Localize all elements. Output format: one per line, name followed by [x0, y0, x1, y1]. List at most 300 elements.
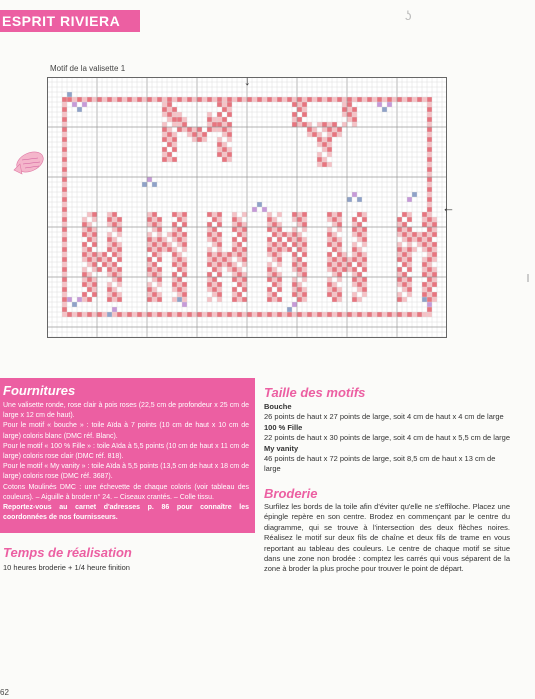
stitch-cell [217, 312, 222, 317]
stitch-cell [302, 252, 307, 257]
stitch-cell [237, 242, 242, 247]
stitch-cell [62, 237, 67, 242]
stitch-cell [232, 252, 237, 257]
stitch-cell [112, 292, 117, 297]
stitch-cell [227, 127, 232, 132]
stitch-cell [347, 262, 352, 267]
stitch-cell [227, 257, 232, 262]
stitch-cell [342, 102, 347, 107]
stitch-cell [417, 232, 422, 237]
stitch-cell [267, 277, 272, 282]
stitch-cell [62, 277, 67, 282]
stitch-cell [207, 277, 212, 282]
stitch-cell [392, 97, 397, 102]
stitch-cell [87, 237, 92, 242]
stitch-cell [427, 222, 432, 227]
stitch-cell [402, 272, 407, 277]
stitch-cell [237, 297, 242, 302]
stitch-cell [292, 252, 297, 257]
stitch-cell [217, 217, 222, 222]
stitch-cell [62, 137, 67, 142]
stitch-cell [347, 102, 352, 107]
stitch-cell [297, 272, 302, 277]
stitch-cell [92, 267, 97, 272]
stitch-cell [297, 292, 302, 297]
stitch-cell [152, 242, 157, 247]
stitch-cell [337, 262, 342, 267]
stitch-cell [337, 217, 342, 222]
stitch-cell [212, 117, 217, 122]
stitch-cell [212, 227, 217, 232]
stitch-cell [182, 237, 187, 242]
stitch-cell [197, 132, 202, 137]
stitch-cell [272, 222, 277, 227]
stitch-cell [332, 127, 337, 132]
fournitures-line: Une valisette ronde, rose clair à pois roses (22,5 cm de profondeur x 25 cm de large x 12 cm de haut). [3, 402, 249, 420]
stitch-cell [212, 122, 217, 127]
stitch-cell [117, 257, 122, 262]
stitch-cell [402, 212, 407, 217]
stitch-cell [107, 257, 112, 262]
stitch-cell [217, 252, 222, 257]
stitch-cell [167, 312, 172, 317]
stitch-cell [167, 132, 172, 137]
stitch-cell [422, 257, 427, 262]
stitch-cell [177, 287, 182, 292]
stitch-cell [222, 257, 227, 262]
stitch-cell [362, 242, 367, 247]
stitch-cell [172, 257, 177, 262]
stitch-cell [332, 237, 337, 242]
stitch-cell [242, 282, 247, 287]
stitch-cell [427, 137, 432, 142]
stitch-cell [297, 242, 302, 247]
stitch-cell [247, 312, 252, 317]
stitch-cell [112, 242, 117, 247]
stitch-cell [267, 242, 272, 247]
stitch-cell [152, 237, 157, 242]
stitch-cell [402, 237, 407, 242]
fournitures-text [3, 401, 249, 523]
stitch-cell [212, 127, 217, 132]
stitch-cell [292, 217, 297, 222]
stitch-cell [352, 227, 357, 232]
stitch-cell [322, 157, 327, 162]
stitch-cell [107, 232, 112, 237]
stitch-cell [302, 242, 307, 247]
stitch-cell [212, 292, 217, 297]
stitch-cell [147, 237, 152, 242]
stitch-cell [82, 267, 87, 272]
stitch-cell [377, 102, 382, 107]
stitch-cell [337, 277, 342, 282]
stitch-cell [212, 262, 217, 267]
stitch-cell [427, 257, 432, 262]
stitch-cell [82, 257, 87, 262]
stitch-cell [292, 257, 297, 262]
stitch-cell [82, 242, 87, 247]
stitch-cell [152, 247, 157, 252]
stitch-cell [347, 117, 352, 122]
taille-list [264, 402, 514, 475]
stitch-cell [227, 97, 232, 102]
stitch-cell [182, 267, 187, 272]
stitch-cell [422, 222, 427, 227]
stitch-cell [217, 127, 222, 132]
stitch-cell [92, 212, 97, 217]
stitch-cell [92, 292, 97, 297]
stitch-cell [427, 227, 432, 232]
stitch-cell [292, 227, 297, 232]
stitch-cell [417, 242, 422, 247]
stitch-cell [277, 212, 282, 217]
stitch-cell [87, 297, 92, 302]
stitch-cell [407, 242, 412, 247]
stitch-cell [237, 272, 242, 277]
stitch-cell [222, 252, 227, 257]
stitch-cell [157, 277, 162, 282]
stitch-cell [62, 127, 67, 132]
stitch-cell [87, 312, 92, 317]
stitch-cell [362, 262, 367, 267]
stitch-cell [397, 232, 402, 237]
stitch-cell [177, 217, 182, 222]
stitch-cell [362, 212, 367, 217]
stitch-cell [142, 182, 147, 187]
stitch-cell [267, 267, 272, 272]
stitch-cell [277, 262, 282, 267]
chart-caption: Motif de la valisette 1 [50, 64, 126, 73]
stitch-cell [182, 122, 187, 127]
stitch-cell [322, 312, 327, 317]
stitch-cell [312, 127, 317, 132]
stitch-cell [407, 312, 412, 317]
stitch-cell [147, 272, 152, 277]
stitch-cell [222, 152, 227, 157]
stitch-cell [317, 142, 322, 147]
stitch-cell [157, 242, 162, 247]
stitch-cell [332, 267, 337, 272]
stitch-cell [337, 287, 342, 292]
stitch-cell [192, 97, 197, 102]
taille-text: 22 points de haut x 30 points de large, soit 4 cm de haut x 5,5 cm de large [264, 433, 510, 443]
stitch-cell [212, 287, 217, 292]
stitch-cell [362, 237, 367, 242]
stitch-cell [62, 202, 67, 207]
stitch-cell [277, 237, 282, 242]
stitch-cell [427, 242, 432, 247]
stitch-cell [222, 102, 227, 107]
stitch-cell [62, 312, 67, 317]
stitch-cell [302, 107, 307, 112]
stitch-cell [177, 237, 182, 242]
stitch-cell [412, 192, 417, 197]
stitch-cell [312, 132, 317, 137]
stitch-cell [387, 97, 392, 102]
stitch-cell [402, 312, 407, 317]
stitch-cell [222, 142, 227, 147]
stitch-cell [267, 252, 272, 257]
stitch-cell [112, 212, 117, 217]
stitch-cell [317, 162, 322, 167]
stitch-cell [107, 237, 112, 242]
stitch-cell [237, 312, 242, 317]
center-arrow-left-icon: ← [442, 200, 455, 215]
stitch-cell [342, 262, 347, 267]
stitch-cell [172, 297, 177, 302]
stitch-cell [297, 247, 302, 252]
stitch-cell [172, 227, 177, 232]
stitch-cell [227, 147, 232, 152]
stitch-cell [362, 257, 367, 262]
stitch-cell [232, 312, 237, 317]
stitch-cell [237, 282, 242, 287]
stitch-cell [327, 217, 332, 222]
stitch-cell [327, 262, 332, 267]
stitch-cell [227, 132, 232, 137]
stitch-cell [217, 287, 222, 292]
stitch-cell [242, 97, 247, 102]
stitch-cell [357, 222, 362, 227]
stitch-cell [167, 247, 172, 252]
stitch-cell [232, 297, 237, 302]
stitch-cell [157, 257, 162, 262]
stitch-cell [152, 277, 157, 282]
stitch-cell [352, 267, 357, 272]
stitch-cell [242, 237, 247, 242]
stitch-cell [107, 267, 112, 272]
stitch-cell [172, 137, 177, 142]
fish-doodle-icon [10, 144, 48, 184]
stitch-cell [157, 227, 162, 232]
stitch-cell [357, 232, 362, 237]
stitch-cell [337, 257, 342, 262]
stitch-cell [337, 132, 342, 137]
stitch-cell [112, 247, 117, 252]
stitch-cell [117, 272, 122, 277]
stitch-cell [427, 167, 432, 172]
stitch-cell [147, 282, 152, 287]
stitch-cell [207, 282, 212, 287]
stitch-cell [207, 212, 212, 217]
stitch-cell [407, 277, 412, 282]
stitch-cell [172, 97, 177, 102]
stitch-cell [397, 272, 402, 277]
stitch-cell [332, 257, 337, 262]
stitch-cell [417, 237, 422, 242]
stitch-cell [327, 252, 332, 257]
stitch-cell [277, 227, 282, 232]
stitch-cell [182, 292, 187, 297]
stitch-cell [292, 122, 297, 127]
stitch-cell [427, 157, 432, 162]
stitch-cell [112, 297, 117, 302]
stitch-cell [427, 187, 432, 192]
stitch-cell [172, 122, 177, 127]
stitch-cell [147, 222, 152, 227]
stitch-cell [327, 162, 332, 167]
stitch-cell [327, 232, 332, 237]
stitch-cell [332, 282, 337, 287]
stitch-cell [157, 297, 162, 302]
stitch-cell [432, 242, 437, 247]
stitch-cell [112, 272, 117, 277]
stitch-cell [397, 222, 402, 227]
stitch-cell [62, 267, 67, 272]
stitch-cell [147, 247, 152, 252]
stitch-cell [387, 102, 392, 107]
stitch-cell [427, 232, 432, 237]
stitch-cell [297, 257, 302, 262]
stitch-cell [357, 252, 362, 257]
stitch-cell [62, 257, 67, 262]
stitch-cell [347, 107, 352, 112]
stitch-cell [337, 227, 342, 232]
stitch-cell [112, 287, 117, 292]
stitch-cell [82, 312, 87, 317]
stitch-cell [222, 147, 227, 152]
stitch-cell [297, 222, 302, 227]
stitch-cell [212, 232, 217, 237]
stitch-cell [407, 197, 412, 202]
stitch-cell [257, 312, 262, 317]
stitch-cell [207, 222, 212, 227]
stitch-cell [177, 97, 182, 102]
stitch-cell [397, 292, 402, 297]
stitch-cell [352, 292, 357, 297]
stitch-cell [362, 252, 367, 257]
stitch-cell [432, 282, 437, 287]
stitch-cell [427, 147, 432, 152]
stitch-cell [352, 312, 357, 317]
stitch-cell [62, 167, 67, 172]
stitch-cell [62, 242, 67, 247]
stitch-cell [402, 232, 407, 237]
stitch-cell [397, 97, 402, 102]
stitch-cell [82, 227, 87, 232]
stitch-cell [407, 232, 412, 237]
stitch-cell [207, 262, 212, 267]
stitch-cell [97, 257, 102, 262]
stitch-cell [172, 112, 177, 117]
stitch-cell [217, 242, 222, 247]
stitch-cell [332, 312, 337, 317]
stitch-cell [82, 282, 87, 287]
stitch-cell [402, 227, 407, 232]
stitch-cell [167, 137, 172, 142]
stitch-cell [62, 142, 67, 147]
stitch-cell [222, 122, 227, 127]
stitch-cell [232, 222, 237, 227]
stitch-cell [217, 142, 222, 147]
stitch-cell [272, 312, 277, 317]
stitch-cell [62, 297, 67, 302]
stitch-cell [412, 312, 417, 317]
stitch-cell [107, 97, 112, 102]
stitch-cell [117, 247, 122, 252]
stitch-cell [382, 97, 387, 102]
stitch-cell [277, 287, 282, 292]
stitch-cell [292, 287, 297, 292]
stitch-cell [177, 117, 182, 122]
stitch-cell [307, 132, 312, 137]
stitch-cell [397, 217, 402, 222]
stitch-cell [272, 267, 277, 272]
stitch-cell [162, 242, 167, 247]
stitch-cell [387, 312, 392, 317]
stitch-cell [92, 257, 97, 262]
stitch-cell [422, 97, 427, 102]
temps-title: Temps de réalisation [3, 545, 132, 560]
stitch-cell [217, 282, 222, 287]
stitch-cell [397, 257, 402, 262]
stitch-cell [427, 197, 432, 202]
stitch-cell [292, 242, 297, 247]
stitch-cell [167, 112, 172, 117]
stitch-cell [162, 247, 167, 252]
stitch-cell [352, 247, 357, 252]
stitch-cell [327, 137, 332, 142]
stitch-cell [422, 237, 427, 242]
stitch-cell [212, 252, 217, 257]
stitch-cell [177, 267, 182, 272]
stitch-cell [222, 127, 227, 132]
stitch-cell [327, 237, 332, 242]
stitch-cell [292, 212, 297, 217]
stitch-cell [242, 272, 247, 277]
stitch-cell [217, 152, 222, 157]
stitch-cell [322, 147, 327, 152]
stitch-cell [172, 117, 177, 122]
stitch-cell [72, 97, 77, 102]
stitch-cell [267, 237, 272, 242]
stitch-cell [417, 312, 422, 317]
stitch-cell [407, 247, 412, 252]
stitch-cell [92, 287, 97, 292]
stitch-cell [352, 222, 357, 227]
stitch-cell [142, 97, 147, 102]
stitch-cell [152, 97, 157, 102]
stitch-cell [167, 232, 172, 237]
stitch-cell [317, 122, 322, 127]
stitch-cell [92, 237, 97, 242]
stitch-cell [77, 107, 82, 112]
stitch-cell [82, 277, 87, 282]
stitch-cell [362, 312, 367, 317]
stitch-cell [62, 107, 67, 112]
stitch-cell [327, 227, 332, 232]
stitch-cell [352, 117, 357, 122]
taille-text: 26 points de haut x 27 points de large, soit 4 cm de haut x 4 cm de large [264, 412, 504, 422]
stitch-cell [327, 212, 332, 217]
stitch-cell [357, 227, 362, 232]
stitch-cell [182, 302, 187, 307]
stitch-cell [92, 232, 97, 237]
stitch-cell [332, 122, 337, 127]
stitch-cell [332, 287, 337, 292]
stitch-cell [62, 252, 67, 257]
stitch-cell [62, 307, 67, 312]
stitch-cell [247, 97, 252, 102]
stitch-cell [227, 152, 232, 157]
stitch-cell [187, 97, 192, 102]
stitch-cell [287, 312, 292, 317]
fournitures-line: Reportez-vous au carnet d'adresses p. 86 pour connaître les coordonnées de nos fournisseurs. [3, 504, 249, 522]
stitch-cell [147, 212, 152, 217]
stitch-cell [117, 222, 122, 227]
stitch-cell [87, 247, 92, 252]
stitch-cell [107, 222, 112, 227]
